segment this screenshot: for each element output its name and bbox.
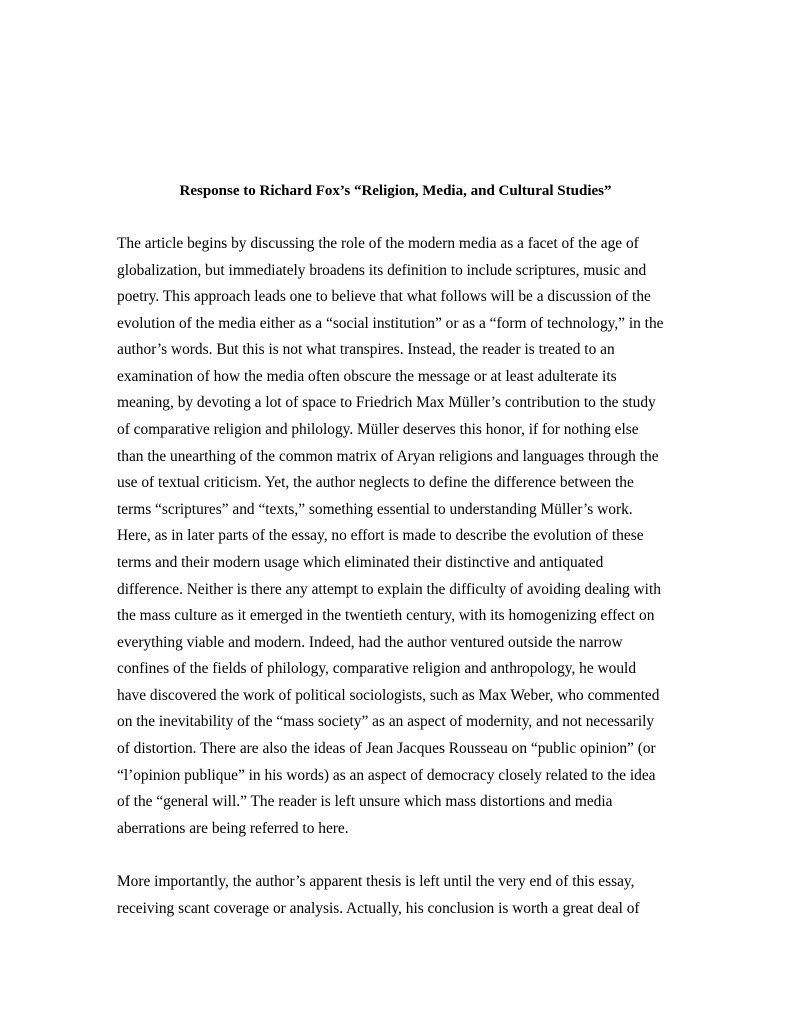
paragraph-1-line: “l’opinion publique” in his words) as an aspect of democracy closely related to the idea xyxy=(117,767,656,784)
paragraph-1-line: aberrations are being referred to here. xyxy=(117,820,349,837)
paragraph-1-line: than the unearthing of the common matrix of Aryan religions and languages through the xyxy=(117,448,659,465)
paragraph-1-line: terms and their modern usage which eliminated their distinctive and antiquated xyxy=(117,554,604,571)
paragraph-1-line: author’s words. But this is not what transpires. Instead, the reader is treated to an xyxy=(117,341,615,358)
paragraph-1-line: of comparative religion and philology. Müller deserves this honor, if for nothing else xyxy=(117,421,639,438)
paragraph-1-line: the mass culture as it emerged in the twentieth century, with its homogenizing effect on xyxy=(117,607,655,624)
paragraph-1-line: Here, as in later parts of the essay, no effort is made to describe the evolution of these xyxy=(117,527,644,544)
paragraph-1-line: evolution of the media either as a “social institution” or as a “form of technology,” in the xyxy=(117,315,664,332)
paragraph-1-line: poetry. This approach leads one to believe that what follows will be a discussion of the xyxy=(117,288,651,305)
paragraph-1-line: examination of how the media often obscure the message or at least adulterate its xyxy=(117,368,617,385)
paragraph-1-line: confines of the fields of philology, comparative religion and anthropology, he would xyxy=(117,660,637,677)
paragraph-1-line: difference. Neither is there any attempt to explain the difficulty of avoiding dealing with xyxy=(117,581,661,598)
paragraph-2-line: receiving scant coverage or analysis. Actually, his conclusion is worth a great deal of xyxy=(117,900,640,917)
paragraph-1-line: meaning, by devoting a lot of space to Friedrich Max Müller’s contribution to the study xyxy=(117,394,656,411)
paragraph-1-line: terms “scriptures” and “texts,” something essential to understanding Müller’s work. xyxy=(117,501,633,518)
paragraph-1-line: on the inevitability of the “mass society” as an aspect of modernity, and not necessarily xyxy=(117,713,655,730)
paragraph-2-line: More importantly, the author’s apparent thesis is left until the very end of this essay, xyxy=(117,873,635,890)
paragraph-1-line: globalization, but immediately broadens its definition to include scriptures, music and xyxy=(117,262,647,279)
paragraph-1-line: of the “general will.” The reader is left unsure which mass distortions and media xyxy=(117,793,613,810)
paragraph-1-line: everything viable and modern. Indeed, had the author ventured outside the narrow xyxy=(117,634,623,651)
document-title: Response to Richard Fox’s “Religion, Media, and Cultural Studies” xyxy=(179,183,612,199)
paragraph-1-line: of distortion. There are also the ideas of Jean Jacques Rousseau on “public opinion” (or xyxy=(117,740,656,757)
paragraph-1-line: use of textual criticism. Yet, the author neglects to define the difference between the xyxy=(117,474,634,491)
paragraph-1-line: have discovered the work of political sociologists, such as Max Weber, who commented xyxy=(117,687,660,704)
paragraph-1-line: The article begins by discussing the role of the modern media as a facet of the age of xyxy=(117,235,639,252)
